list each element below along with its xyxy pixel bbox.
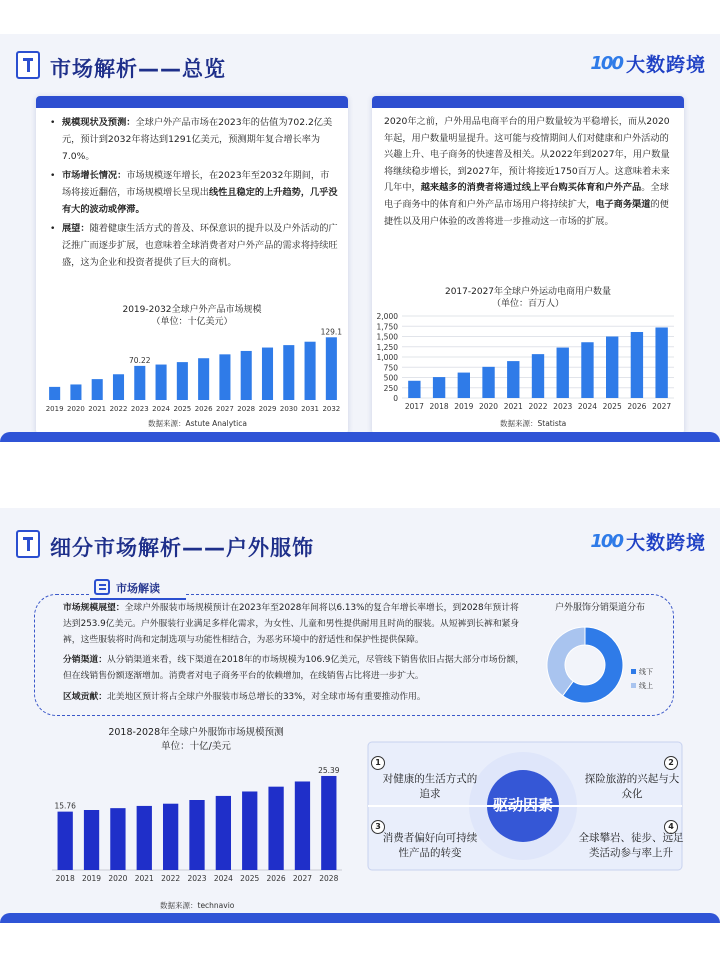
- y-tick-label: 250: [383, 383, 398, 393]
- slide-bottom-band: [0, 432, 720, 442]
- ecommerce-paragraph: 2020年之前，户外用品电商平台的用户数量较为平稳增长，而从2020年起，用户数量明显提升。这可能与疫情期间人们对健康和户外活动的兴趣上升、电子商务的快速普及相关。从2022年到2027年，用户数量将继续稳步增长，到2027年，预计将接近1750百万人。这意味着未来几年中，越来越多的消费者将通过线上平台购买体育和户外产品。全球电子商务中的体育和户外产品市场用户将持续扩大，电子商务渠道的便捷性以及用户体验的改善将进一步推动这一市场的扩展。: [384, 116, 670, 227]
- bullet-scale: • 规模现状及预测：全球户外产品市场在2023年的估值为702.2亿美元，预计到2032年将达到1291亿美元，预测期年复合增长率为7.0%。: [48, 114, 338, 165]
- x-tick-label: 2032: [322, 405, 341, 413]
- pie-title: 户外服饰分销渠道分布: [554, 603, 645, 613]
- bar-2022: [532, 354, 544, 398]
- driver-item-4: 全球攀岩、徒步、远足类活动参与率上升: [578, 832, 684, 859]
- legend-swatch: [631, 669, 636, 674]
- x-tick-label: 2023: [187, 874, 207, 883]
- brand-mark-icon: 100: [590, 53, 622, 74]
- x-tick-label: 2022: [109, 405, 128, 413]
- bullet-growth: • 市场增长情况：市场规模逐年增长，在2023年至2032年期间，市场将接近翻倍，市场规模增长呈现出线性且稳定的上升趋势，几乎没有大的波动或停滞。: [48, 167, 338, 218]
- x-tick-label: 2018: [55, 874, 75, 883]
- title-logo-icon: [16, 530, 40, 558]
- outdoor-market-bar-chart: [42, 328, 344, 414]
- bar-2021: [137, 806, 152, 870]
- driver-item-2: 探险旅游的兴起与大众化: [584, 773, 680, 800]
- x-tick-label: 2023: [553, 402, 573, 411]
- x-tick-label: 2019: [45, 405, 64, 413]
- apparel-market-bar-chart: [50, 760, 344, 890]
- bar-2025: [242, 791, 257, 870]
- section-tag-label: 市场解读: [116, 582, 160, 595]
- x-tick-label: 2019: [454, 402, 474, 411]
- title-logo-icon: [16, 51, 40, 79]
- y-tick-label: 750: [383, 363, 398, 373]
- x-tick-label: 2024: [577, 402, 598, 411]
- bar-2021: [92, 379, 103, 400]
- y-tick-label: 1,750: [376, 322, 398, 332]
- y-tick-label: 1,000: [376, 353, 398, 362]
- data-label: 129.1: [320, 328, 343, 337]
- x-tick-label: 2026: [194, 405, 213, 413]
- bar-2020: [482, 367, 494, 398]
- bar-2019: [458, 373, 470, 398]
- x-tick-label: 2031: [301, 405, 319, 413]
- y-tick-label: 2,000: [376, 312, 398, 321]
- bullet-outlook: • 展望：随着健康生活方式的普及、环保意识的提升以及户外活动的广泛推广而逐步扩展，也意味着全球消费者对户外产品的需求将持续旺盛，这为企业和投资者提供了巨大的商机。: [48, 220, 338, 271]
- x-tick-label: 2022: [528, 402, 548, 411]
- y-tick-label: 0: [393, 394, 398, 403]
- legend-label: 线上: [639, 682, 653, 690]
- panel-header-bar: [372, 96, 684, 108]
- brand-mark-icon: 100: [590, 531, 622, 552]
- bar-2026: [198, 358, 209, 400]
- drivers-center-label: 驱动因素: [492, 796, 553, 814]
- x-tick-label: 2024: [152, 405, 170, 413]
- source-note: 数据来源：Statista: [500, 419, 567, 428]
- driver-item-1: 对健康的生活方式的追求: [382, 773, 478, 800]
- document-icon: [94, 579, 110, 595]
- x-tick-label: 2020: [478, 402, 499, 411]
- insight-text: [63, 601, 527, 706]
- x-tick-label: 2027: [652, 402, 672, 411]
- brand-name: 大数跨境: [625, 532, 706, 554]
- panel-header-bar: [36, 96, 348, 108]
- bar-2022: [113, 374, 124, 400]
- chart1-title: 2019-2032全球户外产品市场规模 （单位：十亿美元）: [122, 305, 262, 327]
- x-tick-label: 2020: [108, 874, 128, 883]
- bar-2023: [557, 348, 569, 398]
- x-tick-label: 2026: [627, 402, 647, 411]
- x-tick-label: 2029: [258, 405, 277, 413]
- slide-overview: [0, 34, 720, 442]
- bar-2024: [216, 796, 231, 870]
- x-tick-label: 2021: [503, 402, 523, 411]
- overview-right-panel: [372, 96, 684, 434]
- section-tag: [90, 575, 186, 601]
- overview-bullets: [36, 108, 348, 271]
- bar-2027: [219, 354, 230, 400]
- source-note: 数据来源：Astute Analytica: [148, 419, 247, 428]
- bar-2030: [283, 345, 294, 400]
- bar-2020: [110, 808, 125, 870]
- x-tick-label: 2026: [266, 874, 286, 883]
- insight-region: 区域贡献：北美地区预计将占全球户外服装市场总增长的33%，对全球市场有重要推动作用。: [63, 691, 426, 702]
- brand-logo: [590, 528, 706, 555]
- chart2-title: 2017-2027年全球户外运动电商用户数量 （单位：百万人）: [444, 287, 612, 309]
- slide-apparel: [0, 508, 720, 923]
- x-tick-label: 2018: [429, 402, 449, 411]
- bar-2017: [408, 381, 420, 398]
- chart4-title: 2018-2028年全球户外服饰市场规模预测 单位：十亿/美元: [108, 727, 284, 752]
- x-tick-label: 2027: [292, 874, 313, 883]
- driver-item-3: 消费者偏好向可持续性产品的转变: [382, 832, 478, 859]
- y-tick-label: 1,500: [376, 332, 398, 342]
- bar-2024: [156, 365, 167, 400]
- x-tick-label: 2023: [130, 405, 149, 413]
- bar-2018: [58, 812, 73, 870]
- x-tick-label: 2025: [602, 402, 622, 411]
- x-tick-label: 2017: [404, 402, 424, 411]
- ecommerce-users-bar-chart: [374, 310, 680, 416]
- bar-2027: [295, 781, 310, 870]
- x-tick-label: 2021: [88, 405, 107, 413]
- slide-title: 市场解析——总览: [50, 57, 226, 81]
- bar-2023: [189, 800, 204, 870]
- slide-title: 细分市场解析——户外服饰: [50, 536, 314, 560]
- driver-number: 3: [371, 820, 385, 834]
- x-tick-label: 2030: [279, 405, 298, 413]
- bar-2021: [507, 361, 519, 398]
- x-tick-label: 2024: [213, 874, 233, 883]
- bar-2019: [49, 387, 60, 400]
- bar-2026: [268, 787, 283, 870]
- source-note: 数据来源：technavio: [160, 901, 235, 910]
- bar-2018: [433, 377, 445, 398]
- tag-underline: [90, 598, 186, 600]
- brand-name: 大数跨境: [625, 54, 706, 76]
- insight-channel: 分销渠道：从分销渠道来看，线下渠道在2018年的市场规模为106.9亿美元，尽管线下销售依旧占据大部分市场份额，但在线销售份额逐渐增加。消费者对电子商务平台的依赖增加，在线销售占比将进一步扩大。: [63, 655, 525, 682]
- bar-2026: [631, 332, 643, 398]
- bar-2032: [326, 337, 337, 400]
- bar-2028: [241, 351, 252, 400]
- bar-2019: [84, 810, 99, 870]
- x-tick-label: 2025: [173, 405, 192, 413]
- overview-left-panel: [36, 96, 348, 434]
- x-tick-label: 2020: [67, 405, 85, 413]
- slide-bottom-band: [0, 913, 720, 923]
- bar-2020: [70, 384, 81, 400]
- bar-2027: [655, 327, 667, 398]
- data-label: 70.22: [129, 355, 151, 365]
- y-tick-label: 1,250: [376, 342, 398, 352]
- x-tick-label: 2028: [237, 405, 256, 413]
- bar-2028: [321, 776, 336, 870]
- x-tick-label: 2025: [240, 874, 260, 883]
- bar-2024: [581, 342, 593, 398]
- driver-number: 4: [664, 820, 678, 834]
- driver-number: 1: [371, 756, 385, 770]
- x-tick-label: 2021: [134, 874, 154, 883]
- bar-2031: [305, 342, 316, 400]
- channel-pie-chart: [535, 617, 665, 713]
- x-tick-label: 2027: [216, 405, 234, 413]
- market-insight-box: [34, 594, 674, 716]
- bar-2025: [606, 337, 618, 399]
- x-tick-label: 2022: [161, 874, 181, 883]
- data-label: 25.39: [318, 765, 340, 775]
- bar-2025: [177, 362, 188, 400]
- insight-scale: 市场规模展望：全球户外服装市场规模预计在2023年至2028年间将以6.13%的复合年增长率增长，到2028年预计将达到253.9亿美元。户外服装行业满足多样化需求，为女性、儿童和男性提供耐用且时尚的服装。从短裤到长裤和紧身裤，这些服装将时尚和定制选项与功能性相结合，为恶劣环境中的舒适性和保护性提供保障。: [63, 603, 520, 645]
- legend-swatch: [631, 683, 636, 688]
- bar-2022: [163, 804, 178, 870]
- data-label: 15.76: [54, 801, 76, 811]
- legend-label: 线下: [639, 668, 653, 676]
- x-tick-label: 2028: [319, 874, 339, 883]
- bar-2023: [134, 366, 145, 400]
- brand-logo: [590, 50, 706, 77]
- bar-2029: [262, 348, 273, 400]
- x-tick-label: 2019: [81, 874, 102, 883]
- y-tick-label: 500: [383, 373, 398, 383]
- driver-number: 2: [664, 756, 678, 770]
